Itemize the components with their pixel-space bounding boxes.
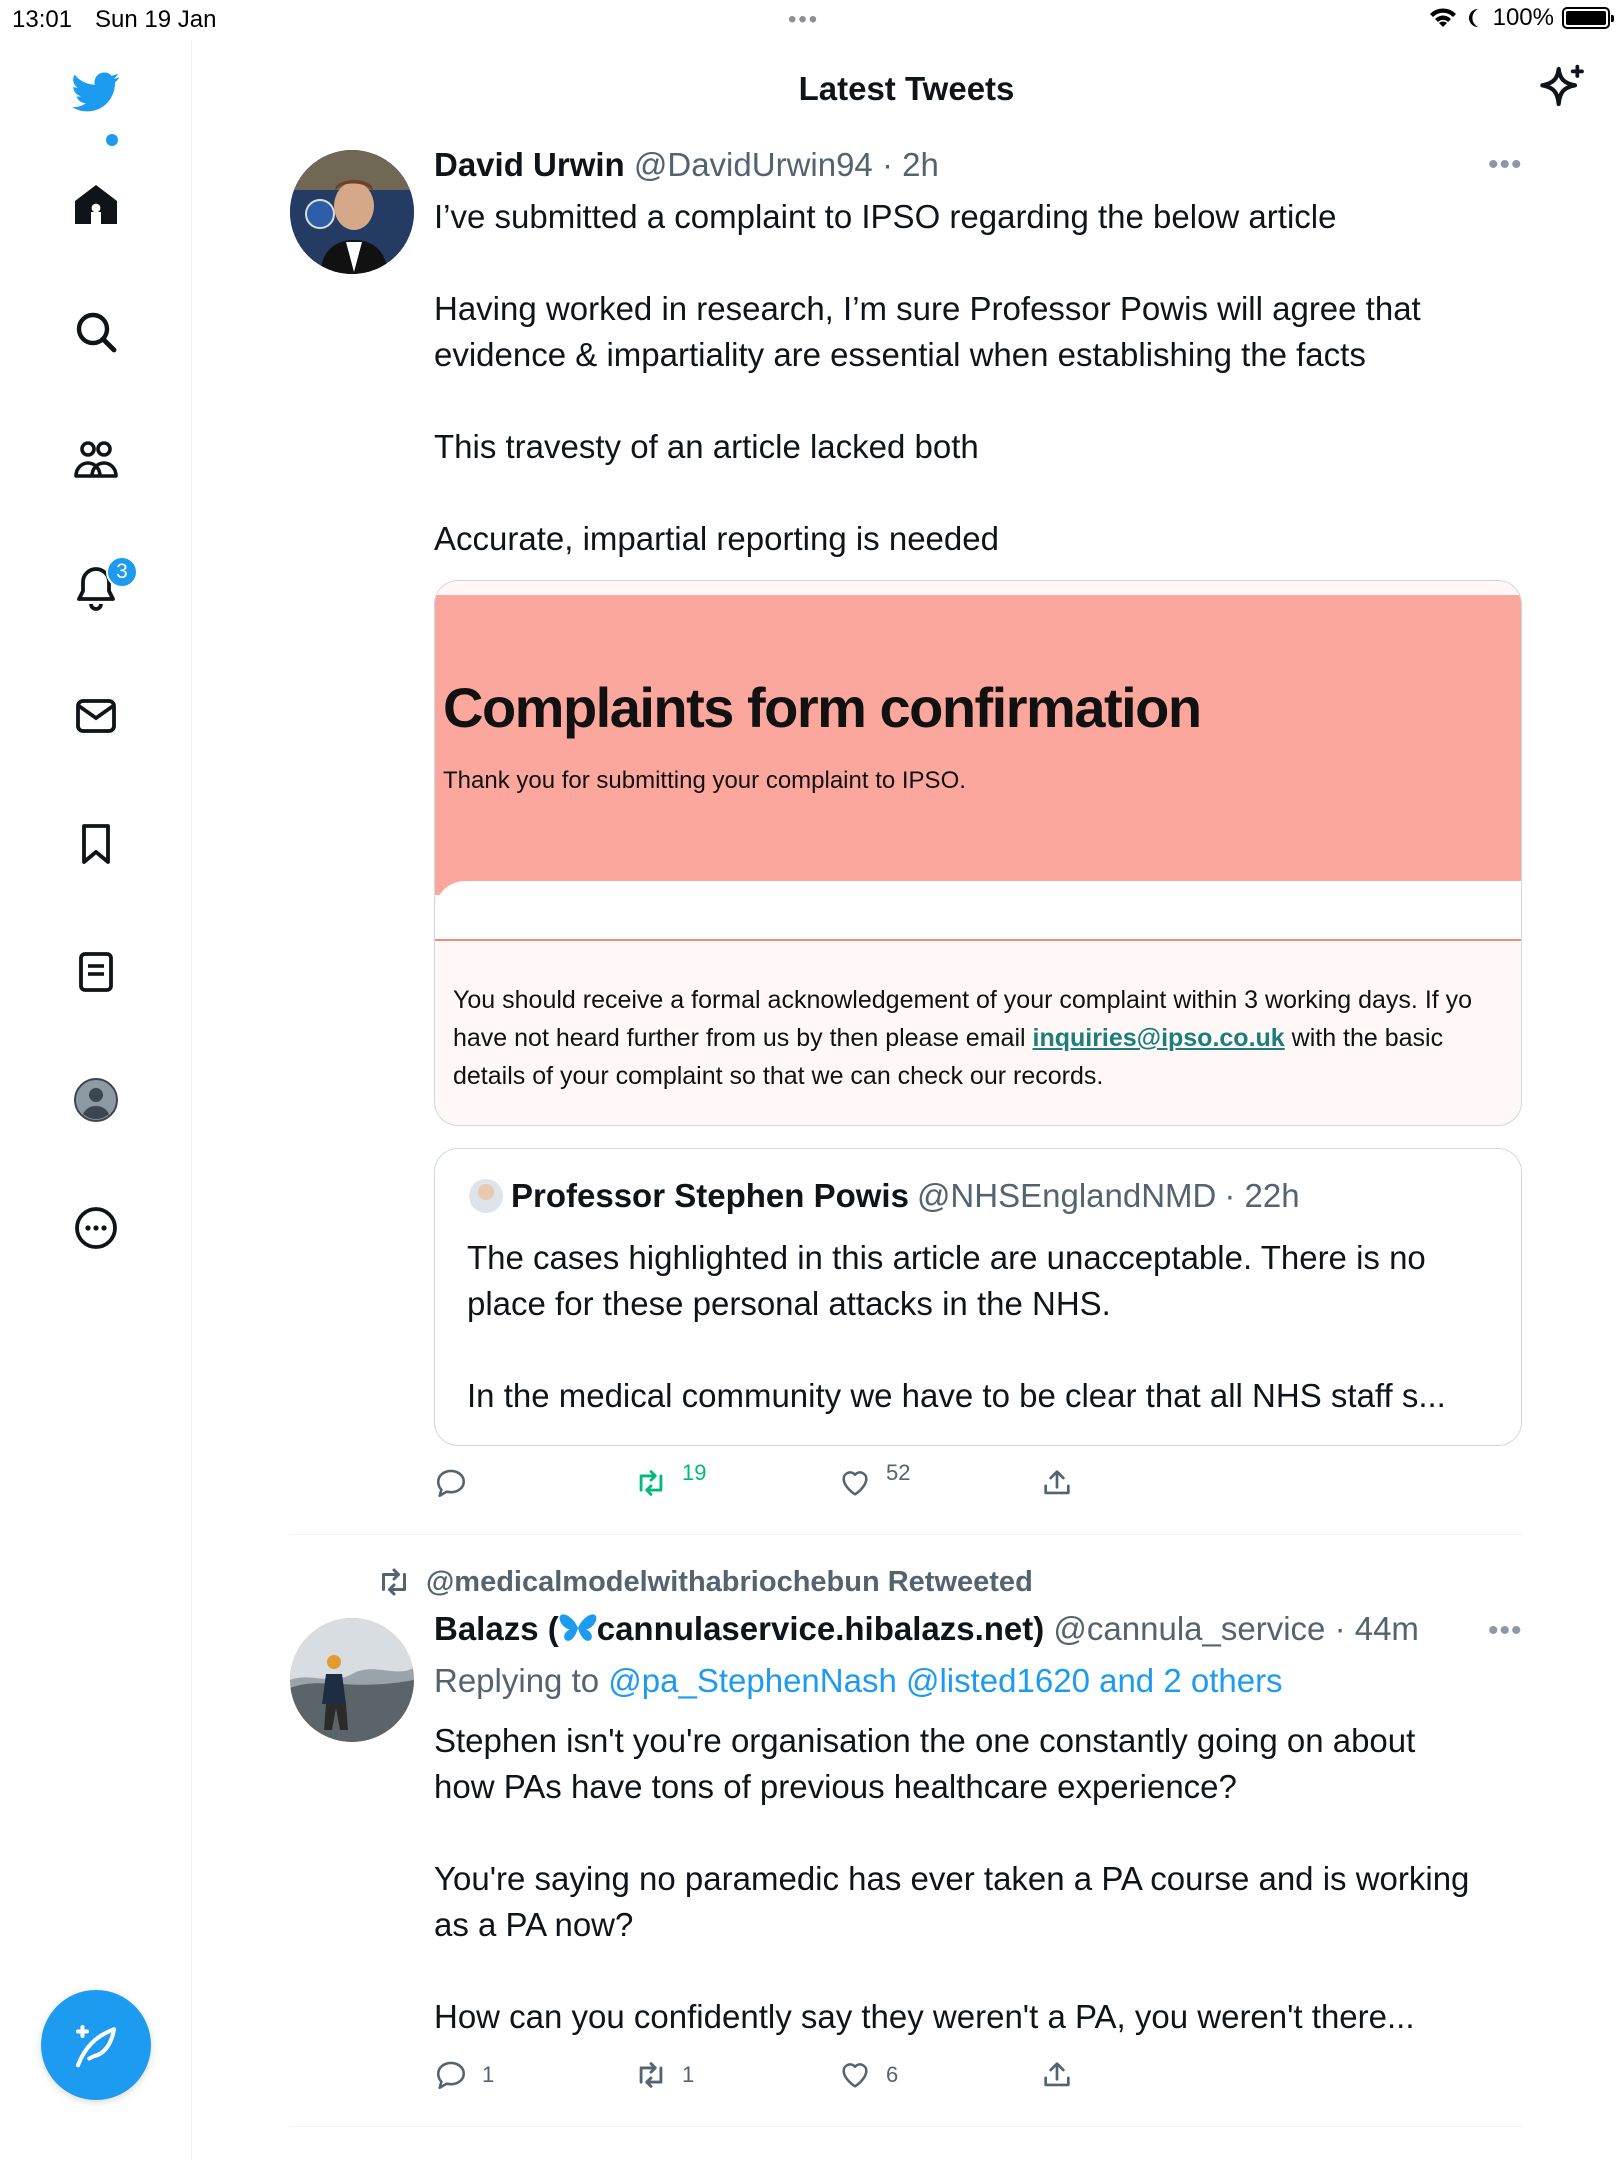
tweet-media-image[interactable]	[434, 580, 1522, 1126]
retweet-icon	[634, 1466, 668, 1500]
like-count: 6	[886, 2062, 899, 2087]
share-icon	[1040, 2058, 1074, 2092]
tweet-header	[434, 1610, 1419, 1648]
tweet-time: · 44m	[1334, 1610, 1419, 1647]
quoted-avatar	[469, 1179, 503, 1213]
quoted-tweet-text	[467, 1235, 1507, 1419]
battery-percent: 100%	[1492, 4, 1554, 31]
avatar[interactable]	[290, 150, 414, 274]
like-count: 52	[886, 1460, 911, 1485]
tweet-text-line: Stephen isn't you're organisation the one constantly going on about	[434, 1722, 1416, 1759]
embed-body-text: with the basic	[1284, 1024, 1444, 1052]
retweet-count: 19	[682, 1460, 707, 1485]
multitasking-dots[interactable]: •••	[788, 6, 820, 33]
more-options-icon[interactable]	[66, 1198, 126, 1258]
like-button[interactable]	[838, 1460, 911, 1500]
tweet-text-line: Accurate, impartial reporting is needed	[434, 520, 999, 557]
replying-to-prefix: Replying to	[434, 1662, 609, 1699]
tweet-text	[434, 1718, 1469, 2040]
author-name[interactable]: David Urwin	[434, 146, 625, 183]
quoted-text-line: place for these personal attacks in the NHS.	[467, 1285, 1111, 1322]
replying-to	[434, 1662, 1283, 1700]
battery-icon	[1562, 7, 1610, 29]
embed-heading: Complaints form confirmation	[443, 676, 1201, 739]
lists-icon[interactable]	[66, 942, 126, 1002]
tweet-text-line: Having worked in research, I’m sure Professor Powis will agree that	[434, 290, 1421, 327]
status-date: Sun 19 Jan	[95, 6, 217, 33]
moon-icon	[1465, 7, 1485, 29]
reply-icon	[434, 1466, 468, 1500]
tweet-text-line: as a PA now?	[434, 1906, 634, 1943]
embed-body	[453, 981, 1522, 1095]
embed-body-text: have not heard further from us by then please email	[453, 1024, 1033, 1052]
like-button[interactable]	[838, 2058, 898, 2092]
communities-icon[interactable]	[66, 430, 126, 490]
embed-body-line: You should receive a formal acknowledgement of your complaint within 3 working days. If yo	[453, 986, 1473, 1014]
embed-banner	[435, 595, 1522, 895]
author-name-text: cannulaservice.hibalazs.net)	[596, 1610, 1045, 1647]
embed-thanks: Thank you for submitting your complaint to IPSO.	[443, 767, 966, 794]
avatar-photo	[290, 150, 414, 274]
author-name-text: Balazs (	[434, 1610, 559, 1647]
search-icon[interactable]	[66, 302, 126, 362]
author-handle[interactable]: @DavidUrwin94	[633, 146, 873, 183]
quoted-text-line: The cases highlighted in this article are unacceptable. There is no	[467, 1239, 1426, 1276]
tweet-text	[434, 194, 1421, 562]
status-bar	[0, 0, 1620, 40]
share-icon	[1040, 1466, 1074, 1500]
home-unread-dot	[106, 134, 118, 146]
reply-button[interactable]	[434, 2058, 494, 2092]
tweet-more-icon[interactable]: •••	[1488, 148, 1523, 181]
quoted-tweet-time: · 22h	[1224, 1177, 1300, 1214]
retweet-icon	[376, 1564, 412, 1600]
home-icon[interactable]	[66, 174, 126, 234]
quoted-text-line: In the medical community we have to be clear that all NHS staff s...	[467, 1377, 1446, 1414]
reply-icon	[434, 2058, 468, 2092]
compose-tweet-button[interactable]	[41, 1990, 151, 2100]
status-right	[1429, 4, 1610, 32]
avatar-photo	[290, 1618, 414, 1742]
retweet-button[interactable]	[634, 1460, 707, 1500]
heart-icon	[838, 1466, 872, 1500]
reply-count: 1	[482, 2062, 495, 2087]
retweet-icon	[634, 2058, 668, 2092]
page-title: Latest Tweets	[798, 70, 1015, 107]
embed-divider	[435, 939, 1522, 941]
share-button[interactable]	[1040, 2058, 1074, 2092]
tweet-text-line: I’ve submitted a complaint to IPSO regarding the below article	[434, 198, 1337, 235]
timeline-header	[193, 40, 1620, 140]
tweet-more-icon[interactable]: •••	[1488, 1614, 1523, 1647]
tweet-text-line: evidence & impartiality are essential when establishing the facts	[434, 336, 1366, 373]
quoted-author-name: Professor Stephen Powis	[511, 1177, 909, 1214]
tweet-text-line: how PAs have tons of previous healthcare experience?	[434, 1768, 1237, 1805]
replying-to-users[interactable]: @pa_StephenNash @listed1620 and 2 others	[608, 1662, 1283, 1699]
embed-email-link: inquiries@ipso.co.uk	[1032, 1024, 1285, 1052]
quoted-tweet[interactable]	[434, 1148, 1522, 1446]
bookmarks-icon[interactable]	[66, 814, 126, 874]
share-button[interactable]	[1040, 1466, 1074, 1500]
quoted-author-handle: @NHSEnglandNMD	[916, 1177, 1217, 1214]
embed-body-line: details of your complaint so that we can check our records.	[453, 1062, 1104, 1090]
heart-icon	[838, 2058, 872, 2092]
retweet-button[interactable]	[634, 2058, 694, 2092]
tweet-time: · 2h	[881, 146, 939, 183]
tweet-text-line: This travesty of an article lacked both	[434, 428, 979, 465]
compose-feather-icon	[69, 2018, 123, 2072]
profile-avatar-icon[interactable]	[66, 1070, 126, 1130]
reply-button[interactable]	[434, 1466, 482, 1500]
retweeted-by-label	[376, 1564, 1033, 1600]
embed-white-band	[435, 881, 1522, 939]
avatar[interactable]	[290, 1618, 414, 1742]
retweet-count: 1	[682, 2062, 695, 2087]
twitter-logo-icon[interactable]	[66, 62, 126, 122]
messages-icon[interactable]	[66, 686, 126, 746]
tweet-divider	[290, 1534, 1522, 1535]
status-time: 13:01	[12, 6, 73, 33]
author-name[interactable]	[434, 1610, 1044, 1647]
tweet-header	[434, 146, 939, 184]
notifications-badge: 3	[106, 556, 138, 588]
tweet-text-line: How can you confidently say they weren't a PA, you weren't there...	[434, 1998, 1415, 2035]
tweet-divider	[290, 2126, 1522, 2127]
tweet-text-line: You're saying no paramedic has ever taken a PA course and is working	[434, 1860, 1470, 1897]
embed-body-line	[453, 1019, 1522, 1057]
sparkle-icon[interactable]	[1533, 62, 1589, 118]
author-handle[interactable]: @cannula_service	[1053, 1610, 1326, 1647]
quoted-tweet-header	[469, 1177, 1300, 1215]
retweeted-by-text[interactable]: @medicalmodelwithabriochebun Retweeted	[426, 1565, 1033, 1598]
wifi-icon	[1429, 7, 1457, 29]
butterfly-icon	[559, 1612, 597, 1644]
